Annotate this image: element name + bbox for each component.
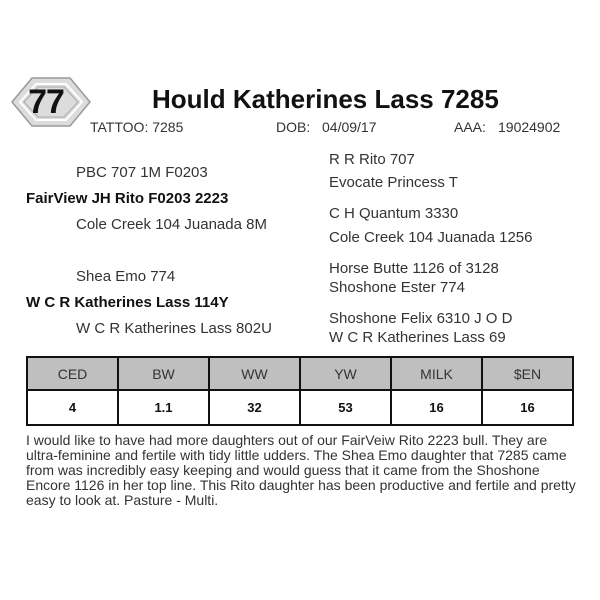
epd-header-yw: YW <box>300 357 391 390</box>
dam-dam-dam: W C R Katherines Lass 69 <box>329 329 506 346</box>
dam: W C R Katherines Lass 114Y <box>26 294 229 311</box>
epd-value-en: 16 <box>482 390 573 425</box>
lot-number: 77 <box>28 83 64 121</box>
dam-sire: Shea Emo 774 <box>76 268 176 285</box>
sire-sire-sire: R R Rito 707 <box>329 151 415 168</box>
sire-sire-dam: Evocate Princess T <box>329 174 458 191</box>
epd-header-ced: CED <box>27 357 118 390</box>
aaa-label: AAA: <box>454 119 486 135</box>
sire: FairView JH Rito F0203 2223 <box>26 190 229 207</box>
epd-header-ww: WW <box>209 357 300 390</box>
epd-value-milk: 16 <box>391 390 482 425</box>
dob-value: 04/09/17 <box>322 119 377 135</box>
dob-label: DOB: <box>276 119 311 135</box>
epd-header-en: $EN <box>482 357 573 390</box>
epd-header-row <box>27 357 573 390</box>
dam-sire-sire: Horse Butte 1126 of 3128 <box>329 260 499 277</box>
epd-value-bw: 1.1 <box>118 390 209 425</box>
epd-value-row <box>27 390 573 425</box>
epd-header-milk: MILK <box>391 357 482 390</box>
epd-table <box>26 356 574 426</box>
sire-dam-dam: Cole Creek 104 Juanada 1256 <box>329 229 533 246</box>
animal-name: Hould Katherines Lass 7285 <box>152 84 499 114</box>
aaa-value: 19024902 <box>498 119 561 135</box>
epd-header-bw: BW <box>118 357 209 390</box>
lot-badge <box>10 76 92 128</box>
tattoo: TATTOO: 7285 <box>90 119 184 135</box>
epd-value-ced: 4 <box>27 390 118 425</box>
sire-sire: PBC 707 1M F0203 <box>76 164 208 181</box>
dam-dam: W C R Katherines Lass 802U <box>76 320 272 337</box>
sire-dam-sire: C H Quantum 3330 <box>329 205 459 222</box>
sire-dam: Cole Creek 104 Juanada 8M <box>76 216 267 233</box>
lot-notes: I would like to have had more daughters out of our FairVeiw Rito 2223 bull. They are ultra-feminine and fertile with tidy little udders. The Shea Emo daughter that 7285 came from was incredibly easy keeping and would guess that it came from the Shoshone Encore 1126 in her top line. This Rito daughter has been productive and fertile and pretty easy to look at. Pasture - Multi. <box>26 432 576 508</box>
epd-value-ww: 32 <box>209 390 300 425</box>
dam-sire-dam: Shoshone Ester 774 <box>329 279 465 296</box>
dam-dam-sire: Shoshone Felix 6310 J O D <box>329 310 513 327</box>
epd-value-yw: 53 <box>300 390 391 425</box>
